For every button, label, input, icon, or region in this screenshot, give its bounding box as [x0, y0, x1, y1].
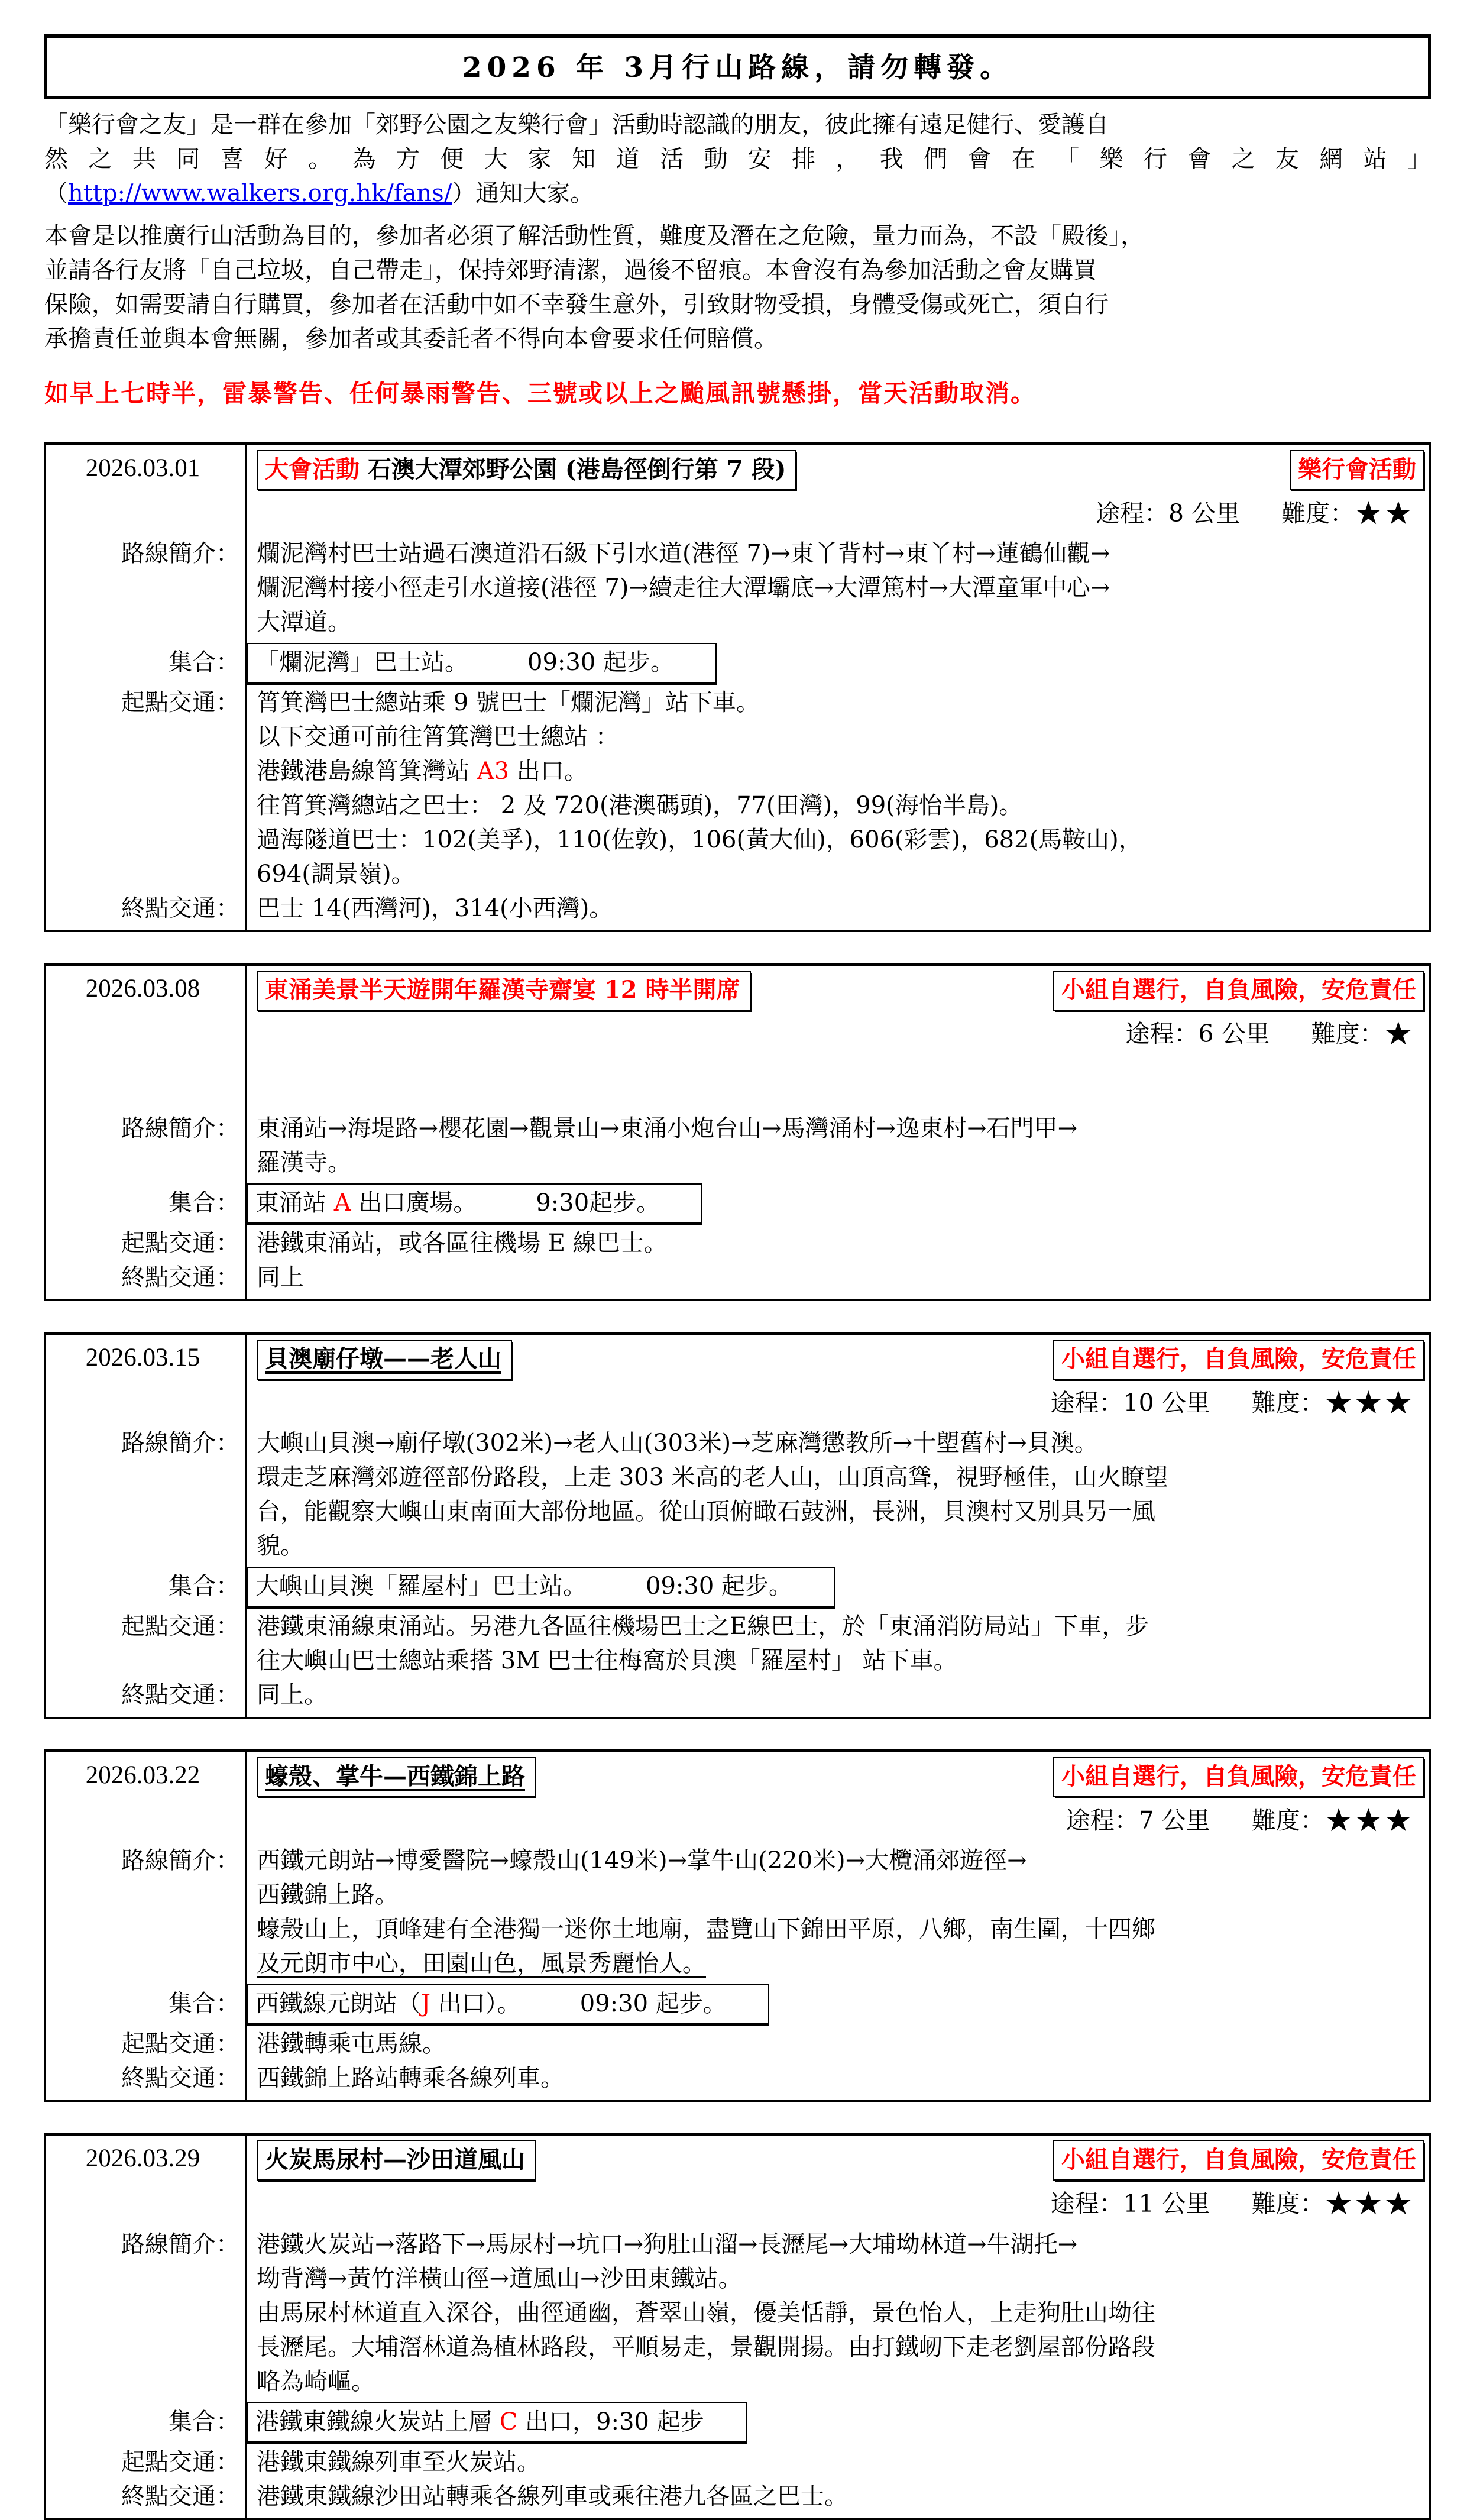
intro2-line4: 承擔責任並與本會無關，參加者或其委託者不得向本會要求任何賠償。	[44, 325, 778, 353]
end-transport-label: 終點交通：	[46, 1678, 247, 1717]
start-line	[257, 2445, 1429, 2479]
route-brief	[247, 536, 1429, 639]
brief-line: 環走芝麻灣郊遊徑部份路段，上走 303 米高的老人山，山頂高聳，視野極佳，山火瞭望	[257, 1464, 1168, 1492]
start-text: 港鐵轉乘屯馬線。	[257, 2030, 446, 2058]
intro1-line1: 「樂行會之友」是一群在參加「郊野公園之友樂行會」活動時認識的朋友，彼此擁有遠足健行、愛護自	[44, 111, 1109, 139]
end-transport-label: 終點交通：	[46, 1260, 247, 1299]
intro-paragraph-1	[44, 108, 1431, 211]
route-title: 貝澳廟仔墩——老人山	[265, 1344, 501, 1373]
route-distance: 途程：10 公里	[1050, 1388, 1210, 1417]
start-line	[257, 857, 1429, 891]
end-line: 同上。	[257, 1681, 328, 1709]
meet-box	[247, 2402, 747, 2443]
brief-line: 蠔殼山上，頂峰建有全港獨一迷你土地廟，盡覽山下錦田平原，八鄉，南生圍，十四鄉	[257, 1916, 1155, 1943]
start-red: A3	[477, 757, 510, 785]
end-transport-label: 終點交通：	[46, 891, 247, 930]
route-section-0329	[44, 2133, 1431, 2519]
route-badge: 小組自選行，自負風險，安危責任	[1053, 1757, 1424, 1797]
route-brief	[247, 2227, 1429, 2399]
meet-box	[247, 643, 717, 683]
paren-close: ）	[452, 180, 476, 208]
start-line	[257, 1644, 1429, 1678]
route-start-transport	[247, 2445, 1429, 2479]
page-title: 2026 年 3月行山路線，請勿轉發。	[462, 51, 1013, 84]
brief-line: 貌。	[257, 1532, 304, 1560]
end-line: 巴士 14(西灣河)，314(小西灣)。	[257, 894, 613, 922]
start-transport-label: 起點交通：	[46, 2445, 247, 2479]
meet-exit-letter: C	[499, 2408, 518, 2435]
meet-box	[247, 1567, 835, 1607]
route-distance: 途程：7 公里	[1066, 1806, 1210, 1835]
route-meet	[247, 1180, 1429, 1226]
end-line: 港鐵東鐵線沙田站轉乘各線列車或乘往港九各區之巴士。	[257, 2482, 848, 2510]
start-text: 過海隧道巴士：102(美孚)，110(佐敦)，106(黃大仙)，606(彩雲)，682(馬鞍山)，	[257, 826, 1142, 853]
meet-text-tail: 出口，9:30 起步	[517, 2408, 704, 2435]
route-end-transport	[247, 1678, 1429, 1717]
route-meet	[247, 639, 1429, 685]
route-brief	[247, 1111, 1429, 1180]
brief-line: 由馬尿村林道直入深谷，曲徑通幽，蒼翠山嶺，優美恬靜，景色怡人，上走狗肚山坳往	[257, 2299, 1155, 2327]
route-date: 2026.03.01	[46, 445, 247, 490]
route-title: 火炭馬尿村—沙田道風山	[265, 2146, 525, 2174]
brief-line: 羅漢寺。	[257, 1149, 351, 1176]
route-section-0308	[44, 963, 1431, 1301]
route-title-box	[257, 1340, 512, 1380]
route-start-transport	[247, 1226, 1429, 1260]
intro1-line3-tail: 通知大家。	[475, 180, 594, 208]
start-tail: 出口。	[509, 757, 588, 785]
start-transport-label: 起點交通：	[46, 1609, 247, 1678]
route-distance: 途程：6 公里	[1125, 1019, 1270, 1048]
route-date: 2026.03.15	[46, 1335, 247, 1380]
intro2-line1: 本會是以推廣行山活動為目的，參加者必須了解活動性質，難度及潛在之危險，量力而為，不設「殿後」，	[44, 222, 1144, 250]
route-date: 2026.03.22	[46, 1752, 247, 1797]
route-end-transport	[247, 891, 1429, 930]
start-text: 港鐵東涌站，或各區往機場 E 線巴士。	[257, 1229, 668, 1257]
start-text: 往大嶼山巴士總站乘搭 3M 巴士往梅窩於貝澳「羅屋村」 站下車。	[257, 1647, 957, 1675]
meet-text: 西鐵線元朗站（	[255, 1990, 421, 2018]
page	[44, 34, 1431, 2520]
difficulty-stars: ★	[1384, 1014, 1414, 1052]
meet-exit-letter: A	[333, 1189, 351, 1217]
meet-label: 集合：	[46, 639, 247, 685]
route-title: 蠔殼、掌牛—西鐵錦上路	[265, 1762, 525, 1791]
difficulty-stars: ★★★	[1324, 1801, 1414, 1839]
start-line	[257, 823, 1429, 857]
route-badge: 小組自選行，自負風險，安危責任	[1053, 1340, 1424, 1380]
page-title-box	[44, 34, 1431, 99]
weather-cancellation-warning: 如早上七時半，雷暴警告、任何暴雨警告、三號或以上之颱風訊號懸掛，當天活動取消。	[44, 379, 1036, 408]
intro-paragraph-2	[44, 219, 1431, 356]
brief-label: 路線簡介：	[46, 536, 247, 639]
route-end-transport	[247, 2061, 1429, 2100]
route-title-box	[257, 1757, 536, 1797]
brief-line: 爛泥灣村巴士站過石澳道沿石級下引水道(港徑 7)→東丫背村→東丫村→蓮鶴仙觀→	[257, 539, 1110, 567]
meet-label: 集合：	[46, 2399, 247, 2445]
brief-line: 大嶼山貝澳→廟仔墩(302米)→老人山(303米)→芝麻灣懲教所→十塱舊村→貝澳。	[257, 1429, 1098, 1457]
route-title-red: 大會活動	[265, 455, 360, 483]
start-text: 港鐵東涌線東涌站。另港九各區往機場巴士之E線巴士，於「東涌消防局站」下車，步	[257, 1613, 1149, 1641]
route-meet	[247, 1981, 1429, 2027]
route-start-transport	[247, 2027, 1429, 2061]
brief-line: 坳背灣→黃竹洋橫山徑→道風山→沙田東鐵站。	[257, 2265, 742, 2292]
start-transport-label: 起點交通：	[46, 685, 247, 891]
difficulty-label: 難度：	[1281, 499, 1355, 528]
intro1-line2: 然之共同喜好。為方便大家知道活動安排，我們會在「樂行會之友網站」	[44, 145, 1431, 173]
start-line	[257, 1226, 1429, 1260]
start-text: 港鐵港島線筲箕灣站	[257, 757, 477, 785]
end-transport-label: 終點交通：	[46, 2061, 247, 2100]
meet-text: 港鐵東鐵線火炭站上層	[255, 2408, 500, 2435]
route-badge: 樂行會活動	[1290, 450, 1424, 490]
end-line: 西鐵錦上路站轉乘各線列車。	[257, 2065, 564, 2092]
difficulty-stars: ★★★	[1324, 1383, 1414, 1421]
difficulty-label: 難度：	[1311, 1019, 1384, 1048]
route-title-box	[257, 450, 796, 490]
start-transport-label: 起點交通：	[46, 2027, 247, 2061]
intro1-line3	[44, 176, 1431, 211]
meet-label: 集合：	[46, 1981, 247, 2027]
route-distance: 途程：8 公里	[1096, 499, 1241, 528]
route-section-0315	[44, 1332, 1431, 1719]
route-meet	[247, 1563, 1429, 1609]
meet-label: 集合：	[46, 1563, 247, 1609]
route-start-transport	[247, 1609, 1429, 1678]
start-text: 以下交通可前往筲箕灣巴士總站 ：	[257, 723, 619, 750]
route-brief	[247, 1426, 1429, 1563]
end-transport-label: 終點交通：	[46, 2479, 247, 2518]
brief-label: 路線簡介：	[46, 2227, 247, 2399]
walkers-fans-link[interactable]: http://www.walkers.org.hk/fans/	[68, 180, 452, 208]
start-transport-label: 起點交通：	[46, 1226, 247, 1260]
meet-box	[247, 1183, 702, 1224]
meet-text: 大嶼山貝澳「羅屋村」巴士站。 09:30 起步。	[255, 1573, 792, 1600]
route-title-box	[257, 971, 751, 1011]
meet-text: 「爛泥灣」巴士站。 09:30 起步。	[255, 648, 674, 676]
brief-line: 東涌站→海堤路→櫻花園→觀景山→東涌小炮台山→馬灣涌村→逸東村→石門甲→	[257, 1114, 1078, 1142]
start-line	[257, 754, 1429, 788]
route-end-transport	[247, 1260, 1429, 1299]
brief-label: 路線簡介：	[46, 1843, 247, 1981]
brief-label: 路線簡介：	[46, 1426, 247, 1563]
paren-open: （	[44, 180, 68, 208]
start-line	[257, 2027, 1429, 2061]
difficulty-label: 難度：	[1251, 1806, 1324, 1835]
route-title-box	[257, 2140, 536, 2181]
difficulty-stars: ★★	[1354, 494, 1414, 532]
route-metrics	[247, 1011, 1429, 1111]
brief-label: 路線簡介：	[46, 1111, 247, 1180]
route-start-transport	[247, 685, 1429, 891]
brief-line: 西鐵元朗站→博愛醫院→蠔殼山(149米)→掌牛山(220米)→大欖涌郊遊徑→	[257, 1847, 1027, 1875]
brief-line: 及元朗市中心，田園山色，風景秀麗怡人。	[257, 1950, 706, 1978]
meet-text: 東涌站	[255, 1189, 334, 1217]
route-metrics	[247, 1380, 1429, 1426]
meet-exit-letter: J	[421, 1990, 431, 2018]
route-end-transport	[247, 2479, 1429, 2518]
start-text: 筲箕灣巴士總站乘 9 號巴士「爛泥灣」站下車。	[257, 688, 760, 716]
start-text: 往筲箕灣總站之巴士： 2 及 720(港澳碼頭)，77(田灣)，99(海怡半島)。	[257, 791, 1023, 819]
route-brief	[247, 1843, 1429, 1981]
route-metrics	[247, 2181, 1429, 2227]
route-badge: 小組自選行，自負風險，安危責任	[1053, 971, 1424, 1011]
route-distance: 途程：11 公里	[1050, 2189, 1210, 2218]
difficulty-label: 難度：	[1251, 2189, 1324, 2218]
meet-box	[247, 1984, 769, 2024]
start-line	[257, 720, 1429, 754]
start-line	[257, 685, 1429, 720]
end-line: 同上	[257, 1263, 304, 1291]
brief-line: 爛泥灣村接小徑走引水道接(港徑 7)→續走往大潭壩底→大潭篤村→大潭童軍中心→	[257, 574, 1110, 601]
route-date: 2026.03.08	[46, 966, 247, 1011]
meet-text-tail: 出口）。 09:30 起步。	[430, 1990, 727, 2018]
route-date: 2026.03.29	[46, 2136, 247, 2181]
intro2-line2: 並請各行友將「自己垃圾，自己帶走」，保持郊野清潔，過後不留痕。本會沒有為參加活動之會友購買	[44, 257, 1097, 284]
brief-line: 略為崎嶇。	[257, 2367, 375, 2395]
route-badge: 小組自選行，自負風險，安危責任	[1053, 2140, 1424, 2181]
route-meet	[247, 2399, 1429, 2445]
brief-line: 台，能觀察大嶼山東南面大部份地區。從山頂俯瞰石鼓洲，長洲，貝澳村又別具另一風	[257, 1498, 1155, 1526]
route-title: 石澳大潭郊野公園 (港島徑倒行第 7 段)	[360, 455, 786, 483]
difficulty-label: 難度：	[1251, 1388, 1324, 1417]
brief-line: 港鐵火炭站→落路下→馬尿村→坑口→狗肚山溜→長瀝尾→大埔坳林道→牛湖托→	[257, 2230, 1078, 2258]
route-section-0322	[44, 1749, 1431, 2102]
route-metrics	[247, 490, 1429, 536]
route-title-red: 東涌美景半天遊開年羅漢寺齋宴 12 時半開席	[265, 975, 740, 1004]
route-section-0301	[44, 442, 1431, 932]
brief-line: 西鐵錦上路。	[257, 1881, 399, 1909]
meet-text-tail: 出口廣場。 9:30起步。	[351, 1189, 660, 1217]
difficulty-stars: ★★★	[1324, 2185, 1414, 2223]
start-text: 港鐵東鐵線列車至火炭站。	[257, 2448, 540, 2476]
start-text: 694(調景嶺)。	[257, 860, 415, 888]
meet-label: 集合：	[46, 1180, 247, 1226]
intro2-line3: 保險，如需要請自行購買，參加者在活動中如不幸發生意外，引致財物受損，身體受傷或死亡，須自行	[44, 291, 1109, 319]
route-metrics	[247, 1797, 1429, 1843]
brief-line: 大潭道。	[257, 608, 351, 636]
brief-line: 長瀝尾。大埔滘林道為植林路段，平順易走，景觀開揚。由打鐵屻下走老劉屋部份路段	[257, 2333, 1155, 2361]
start-line	[257, 788, 1429, 823]
start-line	[257, 1609, 1429, 1644]
